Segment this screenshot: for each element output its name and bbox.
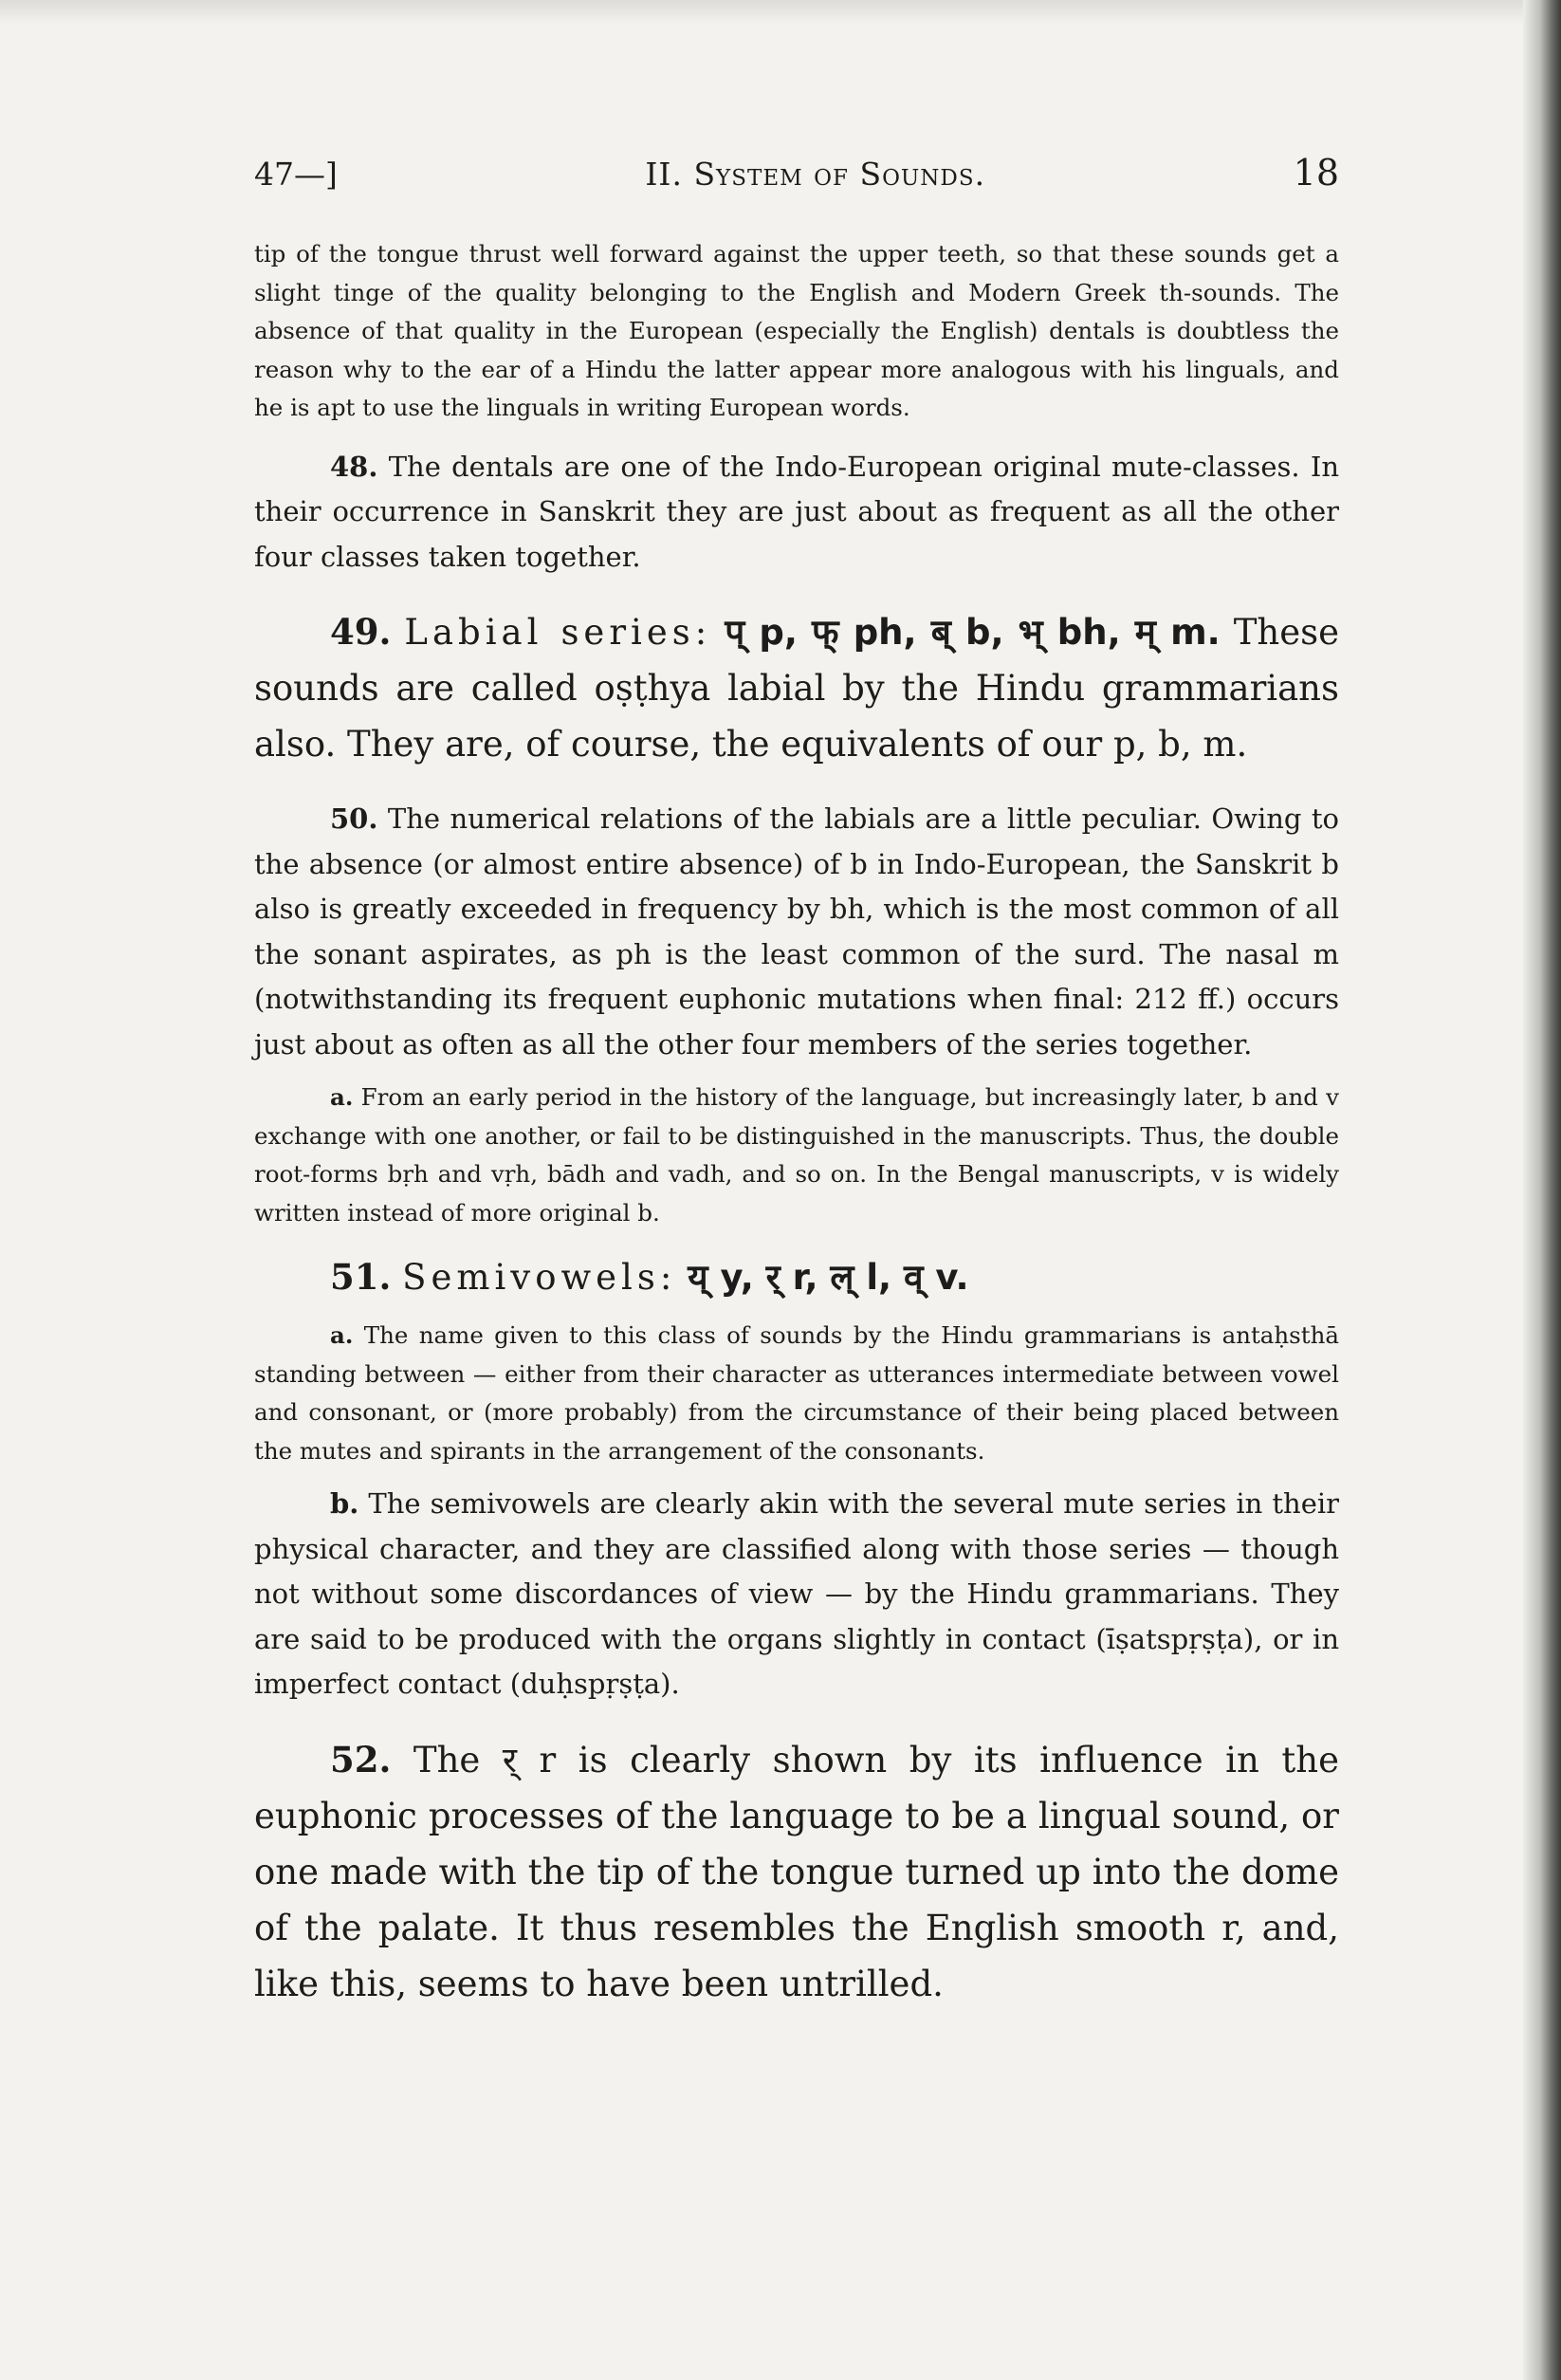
labial-series-heading: Labial series: <box>404 612 712 653</box>
labial-series-letters: प् p, फ् ph, ब् b, भ् bh, म् m. <box>725 612 1221 653</box>
subsection-label-51a: a. <box>330 1321 354 1349</box>
paragraph-49-text: These sounds are called oṣṭhya labial by the Hindu grammarians also. They are, of course, the equivalents of our p, b, m. <box>254 612 1339 765</box>
paragraph-52 <box>254 1732 1339 2012</box>
paragraph-49 <box>254 604 1339 772</box>
section-number-49: 49. <box>330 611 392 653</box>
paragraph-48 <box>254 445 1339 581</box>
running-head <box>254 152 1339 194</box>
section-number-50: 50. <box>330 803 378 835</box>
subsection-label-50a: a. <box>330 1083 354 1111</box>
paragraph-52-text: The र् r is clearly shown by its influence in the euphonic processes of the language to be a lingual sound, or one made with the tip of the tongue turned up into the dome of the palate. It thus resembles the English smooth r, and, like this, seems to have been untrilled. <box>254 1739 1339 2004</box>
section-number-48: 48. <box>330 450 378 483</box>
paragraph-51a <box>254 1317 1339 1470</box>
paragraph-47-continued: tip of the tongue thrust well forward against the upper teeth, so that these sounds get a slight tinge of the quality belonging to the English and Modern Greek th-sounds. The absence of that quality in the European (especially the English) dentals is doubtless the reason why to the ear of a Hindu the latter appear more analogous with his linguals, and he is apt to use the linguals in writing European words. <box>254 240 1339 421</box>
page-binding-edge <box>1523 0 1561 2380</box>
paragraph-50a-text: From an early period in the history of the language, but increasingly later, b and v exchange with one another, or fail to be distinguished in the manuscripts. Thus, the double root-forms bṛh and vṛh, bādh and vadh, and so on. In the Bengal manuscripts, v is widely written instead of more original b. <box>254 1083 1339 1227</box>
paragraph-51 <box>254 1249 1339 1305</box>
paragraph-50-text: The numerical relations of the labials are a little peculiar. Owing to the absence (or almost entire absence) of b in Indo-European, the Sanskrit b also is greatly exceeded in frequency by bh, which is the most common of all the sonant aspirates, as ph is the least common of the surd. The nasal m (notwithstanding its frequent euphonic mutations when final: 212 ff.) occurs just about as often as all the other four members of the series together. <box>254 803 1339 1061</box>
paragraph-50a <box>254 1079 1339 1232</box>
paragraph-48-text: The dentals are one of the Indo-European original mute-classes. In their occurrence in Sanskrit they are just about as frequent as all the other four classes taken together. <box>254 450 1340 573</box>
semivowels-heading: Semivowels: <box>402 1257 677 1298</box>
page-top-shadow <box>0 0 1561 25</box>
section-range: 47—] <box>254 156 338 193</box>
paragraph-51a-text: The name given to this class of sounds by the Hindu grammarians is antaḥsthā standing between — either from their character as utterances intermediate between vowel and consonant, or (more probably) from the circumstance of their being placed between the mutes and spirants in the arrangement of the consonants. <box>254 1321 1339 1465</box>
paragraph-51b <box>254 1482 1339 1707</box>
page-content <box>254 152 1339 2012</box>
paragraph-50 <box>254 797 1339 1067</box>
section-number-51: 51. <box>330 1256 392 1298</box>
section-number-52: 52. <box>330 1738 392 1780</box>
semivowel-letters: य् y, र् r, ल् l, व् v. <box>688 1257 969 1298</box>
subsection-label-51b: b. <box>330 1487 359 1520</box>
page-number: 18 <box>1293 152 1339 194</box>
chapter-title: II. System of Sounds. <box>645 156 986 193</box>
paragraph-51b-text: The semivowels are clearly akin with the several mute series in their physical character, and they are classified along with those series — though not without some discordances of view — by the Hindu grammarians. They are said to be produced with the organs slightly in contact (īṣatspṛṣṭa), or in imperfect contact (duḥspṛṣṭa). <box>254 1487 1340 1700</box>
